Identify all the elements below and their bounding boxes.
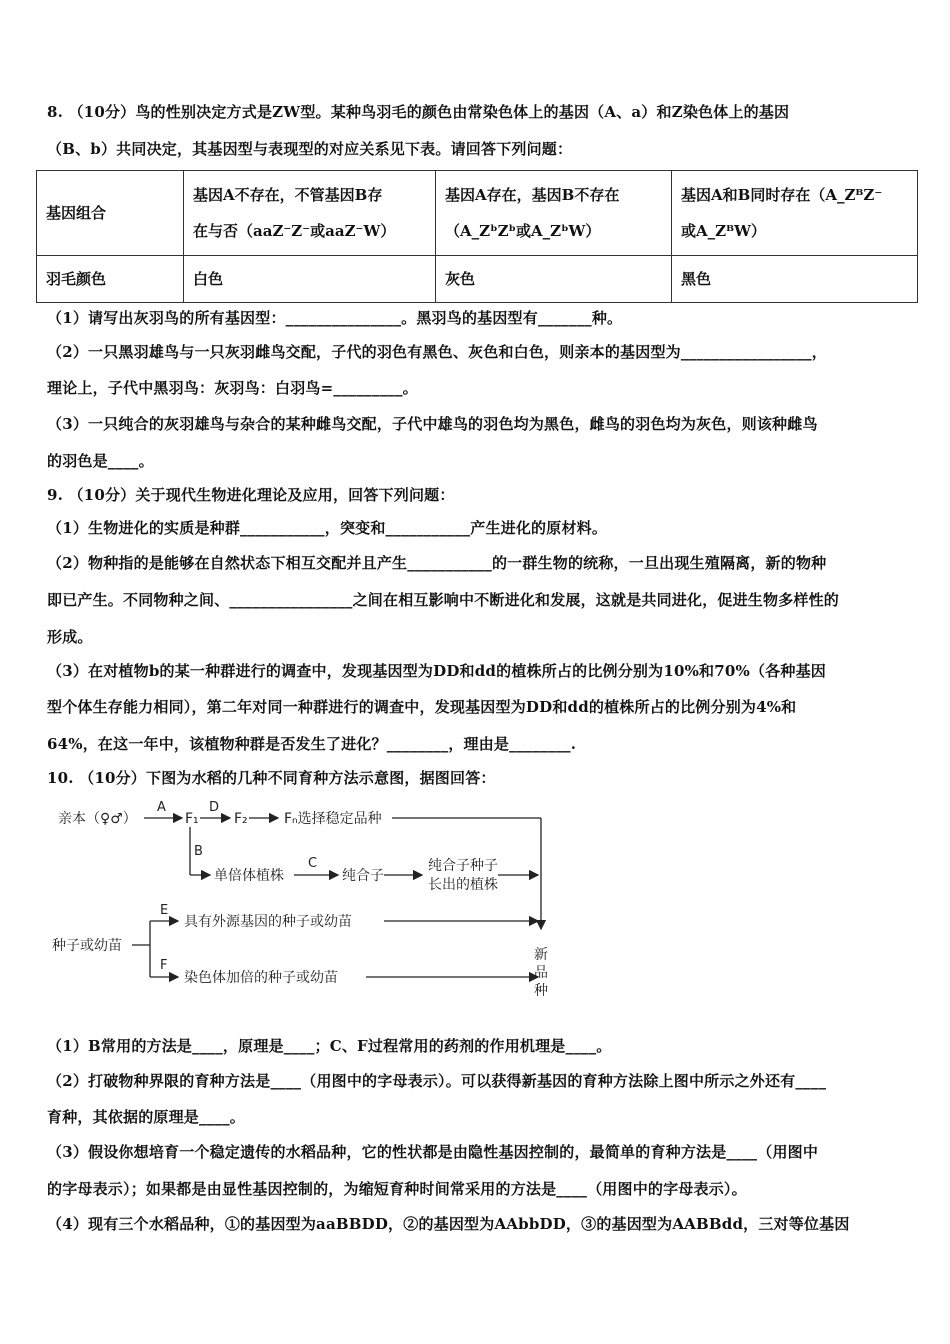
q10-sub-3a: （3）假设你想培育一个稳定遗传的水稻品种，它的性状都是由隐性基因控制的，最简单的育种方法是____（用图中 xyxy=(47,1143,819,1161)
diagram-label-e: E xyxy=(160,903,169,918)
diagram-label-f: F xyxy=(160,958,168,973)
table-cell xyxy=(672,171,918,256)
q9-sub-2a: （2）物种指的是能够在自然状态下相互交配并且产生___________的一群生物的统称，一旦出现生殖隔离，新的物种 xyxy=(47,554,827,572)
diagram-homo-seed-2: 长出的植株 xyxy=(428,877,498,893)
cell-text: 黑色 xyxy=(681,270,712,288)
q8-sub-3b: 的羽色是____。 xyxy=(47,452,154,470)
q10-sub-2a: （2）打破物种界限的育种方法是____（用图中的字母表示）。可以获得新基因的育种方法除上图中所示之外还有____ xyxy=(47,1072,827,1090)
diagram-label-b: B xyxy=(194,844,203,859)
diagram-new-3: 种 xyxy=(534,983,548,999)
breeding-diagram xyxy=(44,797,564,1012)
q8-sub-2a: （2）一只黑羽雄鸟与一只灰羽雌鸟交配，子代的羽色有黑色、灰色和白色，则亲本的基因型为_________________， xyxy=(47,343,827,361)
q9-sub-3b: 型个体生存能力相同），第二年对同一种群进行的调查中，发现基因型为DD和dd的植株所占的比例分别为4%和 xyxy=(47,698,797,716)
diagram-haploid: 单倍体植株 xyxy=(214,868,284,884)
diagram-parent: 亲本（♀♂） xyxy=(58,811,137,827)
table-cell xyxy=(37,256,184,303)
diagram-label-a: A xyxy=(157,800,166,815)
cell-text: 羽毛颜色 xyxy=(46,270,107,288)
cell-text: 基因A存在，基因B不存在 xyxy=(445,186,620,204)
cell-text: 在与否（aaZ⁻Z⁻或aaZ⁻W） xyxy=(193,222,396,240)
diagram-homozygote: 纯合子 xyxy=(342,868,384,884)
table-cell xyxy=(436,256,672,303)
table-row xyxy=(37,256,918,303)
table-row xyxy=(37,171,918,256)
diagram-homo-seed-1: 纯合子种子 xyxy=(428,858,498,874)
cell-text: 基因组合 xyxy=(46,204,107,222)
diagram-seed: 种子或幼苗 xyxy=(52,938,122,954)
q8-sub-3a: （3）一只纯合的灰羽雄鸟与杂合的某种雌鸟交配，子代中雄鸟的羽色均为黑色，雌鸟的羽色均为灰色，则该种雌鸟 xyxy=(47,415,818,433)
q10-heading: 10. （10分）下图为水稻的几种不同育种方法示意图，据图回答： xyxy=(47,769,496,787)
cell-text: （A_ZᵇZᵇ或A_ZᵇW） xyxy=(445,222,601,240)
diagram-fn: Fₙ选择稳定品种 xyxy=(284,811,382,827)
diagram-foreign: 具有外源基因的种子或幼苗 xyxy=(184,914,352,930)
table-cell xyxy=(672,256,918,303)
diagram-f1: F₁ xyxy=(185,811,199,827)
q10-sub-3b: 的字母表示）；如果都是由显性基因控制的，为缩短育种时间常采用的方法是____（用图中的字母表示）。 xyxy=(47,1180,747,1198)
diagram-f2: F₂ xyxy=(234,811,248,827)
q10-sub-4: （4）现有三个水稻品种，①的基因型为aaBBDD，②的基因型为AAbbDD，③的基因型为AABBdd，三对等位基因 xyxy=(47,1215,850,1233)
q10-sub-2b: 育种，其依据的原理是____。 xyxy=(47,1108,246,1126)
table-cell xyxy=(436,171,672,256)
diagram-label-d: D xyxy=(209,800,220,815)
cell-text: 基因A和B同时存在（A_ZᴮZ⁻ xyxy=(681,186,883,204)
cell-text: 灰色 xyxy=(445,270,476,288)
table-cell xyxy=(184,171,436,256)
q8-sub-1: （1）请写出灰羽鸟的所有基因型：_______________。黑羽鸟的基因型有_______种。 xyxy=(47,309,623,327)
q10-sub-1: （1）B常用的方法是____，原理是____；C、F过程常用的药剂的作用机理是____。 xyxy=(47,1037,612,1055)
cell-text: 或A_ZᴮW） xyxy=(681,222,766,240)
q8-sub-2b: 理论上，子代中黑羽鸟：灰羽鸟：白羽鸟=_________。 xyxy=(47,379,418,397)
q8-line-2: （B、b）共同决定，其基因型与表现型的对应关系见下表。请回答下列问题： xyxy=(47,140,573,158)
q9-sub-3c: 64%，在这一年中，该植物种群是否发生了进化？________，理由是________. xyxy=(47,735,577,753)
q8-line-1: 8. （10分）鸟的性别决定方式是ZW型。某种鸟羽毛的颜色由常染色体上的基因（A、a）和Z染色体上的基因 xyxy=(47,103,790,121)
table-cell xyxy=(37,171,184,256)
diagram-doubled: 染色体加倍的种子或幼苗 xyxy=(184,970,338,986)
cell-text: 白色 xyxy=(193,270,224,288)
q9-sub-2c: 形成。 xyxy=(47,628,93,646)
q9-sub-2b: 即已产生。不同物种之间、________________之间在相互影响中不断进化和发展，这就是共同进化，促进生物多样性的 xyxy=(47,591,840,609)
table-cell xyxy=(184,256,436,303)
diagram-label-c: C xyxy=(308,856,318,871)
q9-sub-1: （1）生物进化的实质是种群___________，突变和___________产生进化的原材料。 xyxy=(47,519,608,537)
diagram-new-2: 品 xyxy=(534,965,548,981)
cell-text: 基因A不存在，不管基因B存 xyxy=(193,186,383,204)
diagram-new-1: 新 xyxy=(534,947,548,963)
q9-sub-3a: （3）在对植物b的某一种群进行的调查中，发现基因型为DD和dd的植株所占的比例分别为10%和70%（各种基因 xyxy=(47,662,826,680)
q9-heading: 9. （10分）关于现代生物进化理论及应用，回答下列问题： xyxy=(47,486,455,504)
genotype-table xyxy=(36,170,918,303)
